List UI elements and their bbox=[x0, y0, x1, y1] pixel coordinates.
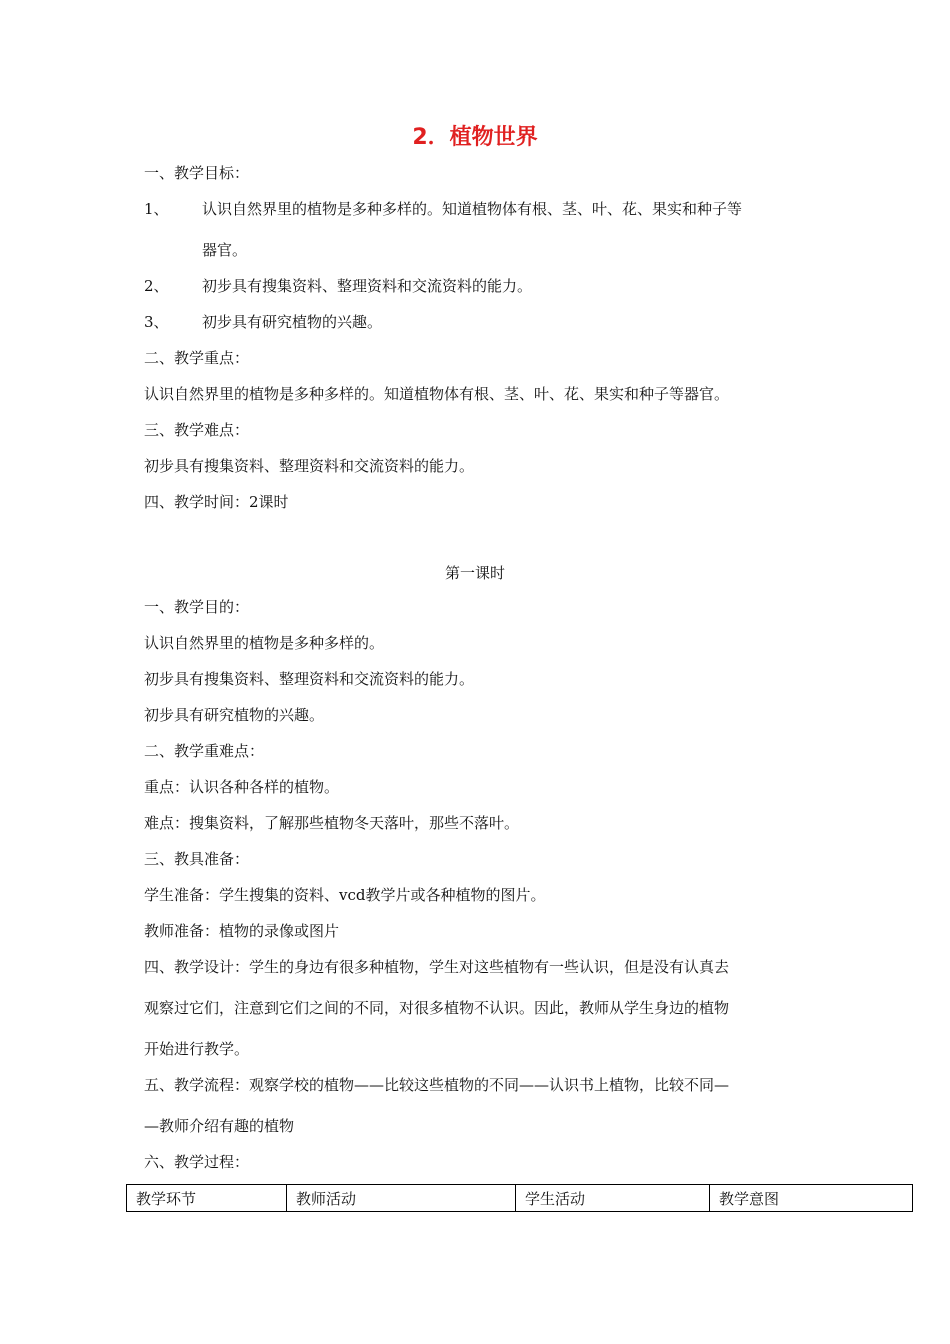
goal-item-1 bbox=[144, 199, 742, 219]
teaching-time: 四、教学时间：2课时 bbox=[144, 493, 289, 511]
purpose-heading: 一、教学目的： bbox=[144, 598, 250, 616]
goal-number: 2、 bbox=[144, 277, 169, 295]
teaching-process-table bbox=[126, 1184, 913, 1212]
table-header-cell: 教学环节 bbox=[127, 1185, 287, 1212]
purpose-item: 认识自然界里的植物是多种多样的。 bbox=[144, 634, 385, 652]
goal-item-2 bbox=[144, 276, 532, 296]
difficulty-point: 难点：搜集资料，了解那些植物冬天落叶，那些不落叶。 bbox=[144, 814, 520, 832]
table-header-cell: 教师活动 bbox=[287, 1185, 516, 1212]
teacher-preparation: 教师准备：植物的录像或图片 bbox=[144, 922, 340, 940]
design-paragraph-line: 四、教学设计：学生的身边有很多种植物，学生对这些植物有一些认识，但是没有认真去 bbox=[144, 958, 730, 976]
goals-heading: 一、教学目标： bbox=[144, 164, 250, 182]
key-heading: 二、教学重点： bbox=[144, 349, 250, 367]
difficulty-text: 初步具有搜集资料、整理资料和交流资料的能力。 bbox=[144, 457, 475, 475]
student-preparation: 学生准备：学生搜集的资料、vcd教学片或各种植物的图片。 bbox=[144, 886, 546, 904]
goal-text: 初步具有搜集资料、整理资料和交流资料的能力。 bbox=[202, 277, 533, 295]
table-header-cell: 学生活动 bbox=[516, 1185, 710, 1212]
preparation-heading: 三、教具准备： bbox=[144, 850, 250, 868]
table-header-row bbox=[127, 1185, 913, 1212]
goal-number: 1、 bbox=[144, 200, 169, 218]
key-point: 重点：认识各种各样的植物。 bbox=[144, 778, 340, 796]
purpose-item: 初步具有研究植物的兴趣。 bbox=[144, 706, 325, 724]
purpose-item: 初步具有搜集资料、整理资料和交流资料的能力。 bbox=[144, 670, 475, 688]
goal-item-3 bbox=[144, 312, 382, 332]
lesson-title: 第一课时 bbox=[444, 564, 505, 582]
document-title: 2．植物世界 bbox=[412, 125, 538, 150]
difficulty-heading: 三、教学难点： bbox=[144, 421, 250, 439]
design-paragraph-line: 观察过它们，注意到它们之间的不同，对很多植物不认识。因此，教师从学生身边的植物 bbox=[144, 999, 730, 1017]
goal-number: 3、 bbox=[144, 313, 169, 331]
process-heading: 六、教学过程： bbox=[144, 1153, 250, 1171]
key-difficulty-heading: 二、教学重难点： bbox=[144, 742, 265, 760]
flow-paragraph-line: 五、教学流程：观察学校的植物——比较这些植物的不同——认识书上植物，比较不同— bbox=[144, 1076, 730, 1094]
goal-text: 认识自然界里的植物是多种多样的。知道植物体有根、茎、叶、花、果实和种子等 bbox=[202, 200, 743, 218]
table-header-cell: 教学意图 bbox=[710, 1185, 913, 1212]
key-text: 认识自然界里的植物是多种多样的。知道植物体有根、茎、叶、花、果实和种子等器官。 bbox=[144, 385, 730, 403]
flow-paragraph-line: —教师介绍有趣的植物 bbox=[144, 1117, 295, 1135]
goal-text: 初步具有研究植物的兴趣。 bbox=[202, 313, 383, 331]
design-paragraph-line: 开始进行教学。 bbox=[144, 1040, 250, 1058]
goal-item-1-continuation: 器官。 bbox=[202, 241, 248, 259]
